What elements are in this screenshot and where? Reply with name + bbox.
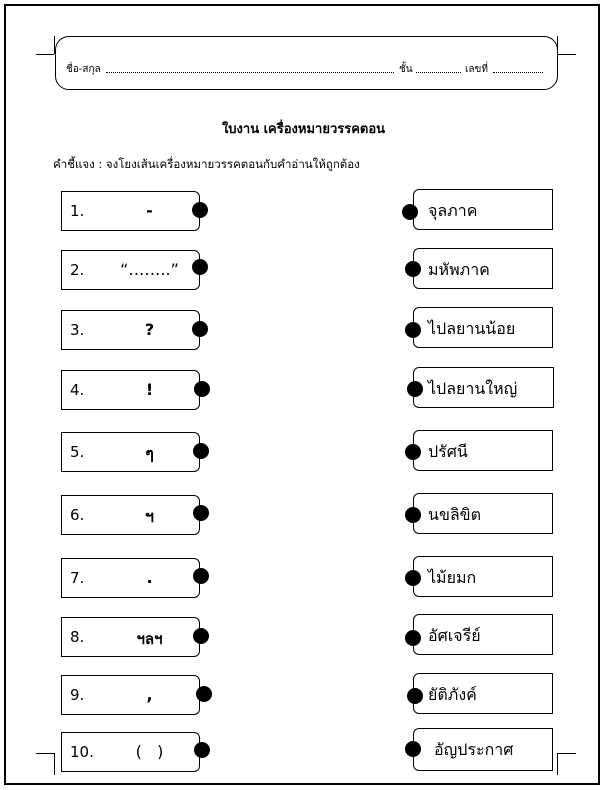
left-connector-dot[interactable] xyxy=(194,381,210,397)
punctuation-symbol: ฯ xyxy=(145,507,154,526)
punctuation-symbol: ฯลฯ xyxy=(136,630,163,648)
right-connector-dot[interactable] xyxy=(407,381,423,397)
right-item xyxy=(413,614,553,655)
crop-mark xyxy=(36,54,54,55)
left-connector-dot[interactable] xyxy=(192,202,208,218)
punctuation-name: ปรัศนี xyxy=(428,442,468,461)
left-connector-dot[interactable] xyxy=(193,628,209,644)
punctuation-symbol: . xyxy=(146,568,153,587)
student-info-box xyxy=(55,36,558,90)
right-item xyxy=(413,556,553,597)
item-number: 5. xyxy=(70,443,85,461)
right-item xyxy=(413,307,553,348)
left-item xyxy=(61,675,200,715)
right-item xyxy=(413,430,553,471)
left-item xyxy=(61,617,200,657)
item-number: 10. xyxy=(70,743,94,761)
item-number: 1. xyxy=(70,202,85,220)
class-label: ชั้น xyxy=(399,64,413,75)
right-connector-dot[interactable] xyxy=(402,204,418,220)
right-connector-dot[interactable] xyxy=(405,630,421,646)
crop-mark xyxy=(36,753,54,754)
right-item xyxy=(413,189,553,230)
punctuation-symbol: ๆ xyxy=(145,444,154,463)
left-item xyxy=(61,310,200,350)
right-connector-dot[interactable] xyxy=(405,444,421,460)
crop-mark xyxy=(558,54,576,55)
number-field[interactable] xyxy=(493,72,543,73)
right-connector-dot[interactable] xyxy=(405,322,421,338)
left-item xyxy=(61,495,200,535)
punctuation-name: อัศเจรีย์ xyxy=(428,626,481,645)
right-connector-dot[interactable] xyxy=(405,261,421,277)
left-item xyxy=(61,250,200,290)
class-field[interactable] xyxy=(416,72,461,73)
punctuation-name: ไปลยานน้อย xyxy=(428,319,516,338)
right-item xyxy=(413,248,553,289)
left-connector-dot[interactable] xyxy=(193,568,209,584)
punctuation-symbol: ( ) xyxy=(135,742,164,761)
left-connector-dot[interactable] xyxy=(192,259,208,275)
item-number: 6. xyxy=(70,506,85,524)
crop-mark xyxy=(557,753,558,775)
punctuation-symbol: “……..” xyxy=(120,260,179,279)
punctuation-name: ไปลยานใหญ่ xyxy=(428,379,518,398)
left-connector-dot[interactable] xyxy=(196,686,212,702)
punctuation-symbol: ! xyxy=(145,380,154,399)
punctuation-name: จุลภาค xyxy=(428,201,478,220)
item-number: 8. xyxy=(70,628,85,646)
left-item xyxy=(61,432,200,472)
worksheet-title: ใบงาน เครื่องหมายวรรคตอน xyxy=(221,122,386,137)
left-item xyxy=(61,191,200,231)
left-connector-dot[interactable] xyxy=(193,443,209,459)
name-field[interactable] xyxy=(106,72,394,73)
item-number: 4. xyxy=(70,381,85,399)
right-connector-dot[interactable] xyxy=(405,507,421,523)
right-item xyxy=(413,367,554,408)
punctuation-symbol: - xyxy=(146,201,153,220)
left-item xyxy=(61,558,200,598)
item-number: 9. xyxy=(70,686,85,704)
punctuation-symbol: ? xyxy=(144,320,155,339)
left-item xyxy=(61,370,200,410)
right-connector-dot[interactable] xyxy=(405,741,421,757)
punctuation-name: ไม้ยมก xyxy=(428,568,477,587)
right-item xyxy=(413,728,553,771)
instruction-text: คำชี้แจง : จงโยงเส้นเครื่องหมายวรรคตอนกับคำอ่านให้ถูกต้อง xyxy=(53,157,360,171)
item-number: 2. xyxy=(70,261,85,279)
name-label: ชื่อ-สกุล xyxy=(66,64,101,75)
left-connector-dot[interactable] xyxy=(193,505,209,521)
right-connector-dot[interactable] xyxy=(405,570,421,586)
punctuation-symbol: , xyxy=(146,685,153,704)
item-number: 3. xyxy=(70,321,85,339)
punctuation-name: ยัติภังค์ xyxy=(428,685,477,704)
left-connector-dot[interactable] xyxy=(194,742,210,758)
left-connector-dot[interactable] xyxy=(192,321,208,337)
right-item xyxy=(413,673,553,714)
right-connector-dot[interactable] xyxy=(407,688,423,704)
punctuation-name: อัญประกาศ xyxy=(434,740,514,759)
number-label: เลขที่ xyxy=(465,64,488,75)
punctuation-name: นขลิขิต xyxy=(428,505,482,524)
crop-mark xyxy=(558,753,576,754)
right-item xyxy=(413,493,553,534)
crop-mark xyxy=(54,753,55,775)
left-item xyxy=(61,732,200,772)
item-number: 7. xyxy=(70,569,85,587)
punctuation-name: มหัพภาค xyxy=(428,260,490,279)
